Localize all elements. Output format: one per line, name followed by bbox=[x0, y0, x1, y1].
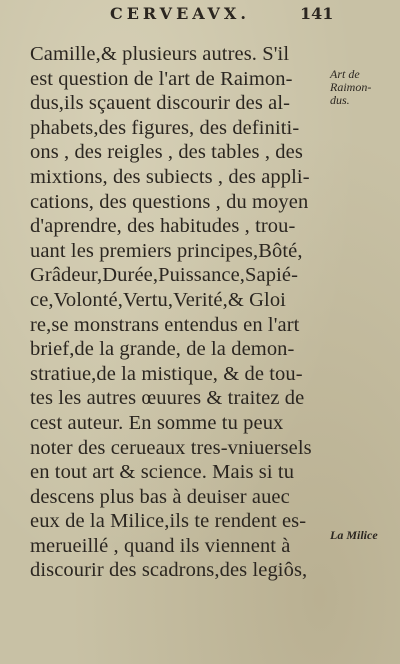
margin-note-line: Art de bbox=[330, 67, 360, 81]
text-line: est question de l'art de Raimon- bbox=[30, 67, 293, 90]
text-line: cest auteur. En somme tu peux bbox=[30, 411, 284, 434]
text-line: ce,Volonté,Vertu,Verité,& Gloi bbox=[30, 288, 286, 311]
text-line: dus,ils sçauent discourir des al- bbox=[30, 92, 291, 115]
text-line: noter des cerueaux tres-vniuersels bbox=[30, 436, 312, 459]
text-line: mixtions, des subiects , des appli- bbox=[30, 165, 310, 188]
text-line: discourir des scadrons,des legiôs, bbox=[30, 559, 308, 582]
text-line: descens plus bas à deuiser auec bbox=[30, 485, 290, 508]
text-line: re,se monstrans entendus en l'art bbox=[30, 313, 300, 336]
text-line: brief,de la grande, de la demon- bbox=[30, 338, 295, 361]
text-line: en tout art & science. Mais si tu bbox=[30, 461, 295, 484]
text-line: phabets,des figures, des definiti- bbox=[30, 116, 300, 139]
text-line: d'aprendre, des habitudes , trou- bbox=[30, 215, 296, 238]
text-line: stratiue,de la mistique, & de tou- bbox=[30, 362, 303, 385]
text-line: cations, des questions , du moyen bbox=[30, 190, 309, 213]
text-line: ons , des reigles , des tables , des bbox=[30, 141, 303, 164]
running-head-title: CERVEAVX. bbox=[110, 4, 250, 23]
text-line: Camille,& plusieurs autres. S'il bbox=[30, 43, 290, 65]
text-line: Grâdeur,Durée,Puissance,Sapié- bbox=[30, 264, 299, 287]
page-number: 141 bbox=[300, 4, 334, 23]
running-head bbox=[0, 4, 400, 34]
margin-note-line: dus. bbox=[330, 93, 350, 107]
margin-note-art-de-raimondus bbox=[330, 68, 400, 107]
text-line: eux de la Milice,ils te rendent es- bbox=[30, 510, 307, 533]
margin-note-la-milice: La Milice bbox=[330, 528, 378, 542]
margin-note-line: Raimon- bbox=[330, 80, 372, 94]
text-line: merueillé , quand ils viennent à bbox=[30, 534, 291, 557]
body-text bbox=[30, 42, 340, 583]
text-line: tes les autres œuures & traitez de bbox=[30, 387, 305, 410]
text-line: uant les premiers principes,Bôté, bbox=[30, 239, 303, 262]
